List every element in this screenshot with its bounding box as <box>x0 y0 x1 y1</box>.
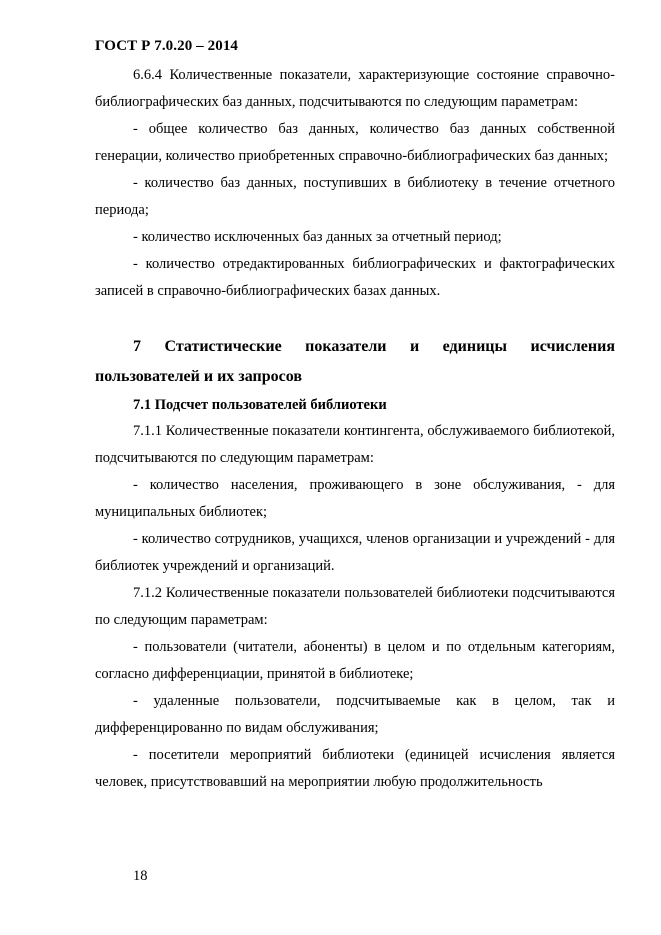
list-item-total-databases: - общее количество баз данных, количество баз данных собственной генерации, количество приобретенных справочно-библиографических баз данных; <box>95 121 615 164</box>
standard-header: ГОСТ Р 7.0.20 – 2014 <box>95 38 239 54</box>
paragraph-6-6-4: 6.6.4 Количественные показатели, характеризующие состояние справочно-библиографических баз данных, подсчитываются по следующим параметрам: <box>95 67 615 110</box>
list-item-event-visitors: - посетители мероприятий библиотеки (единицей исчисления является человек, присутствовавший на мероприятии любую продолжительность <box>95 747 615 790</box>
section-spacer <box>95 305 615 332</box>
list-item-users: - пользователи (читатели, абоненты) в целом и по отдельным категориям, согласно дифференциации, принятой в библиотеке; <box>95 639 615 682</box>
list-item-edited-records: - количество отредактированных библиографических и фактографических записей в справочно-библиографических базах данных. <box>95 256 615 299</box>
paragraph-7-1-2: 7.1.2 Количественные показатели пользователей библиотеки подсчитываются по следующим параметрам: <box>95 585 615 628</box>
list-item-received-databases: - количество баз данных, поступивших в библиотеку в течение отчетного периода; <box>95 175 615 218</box>
section-7-1-heading: 7.1 Подсчет пользователей библиотеки <box>133 397 387 413</box>
list-item-excluded-databases: - количество исключенных баз данных за отчетный период; <box>133 229 502 245</box>
section-7-heading: 7 Статистические показатели и единицы исчисления пользователей и их запросов <box>95 338 615 385</box>
list-item-population: - количество населения, проживающего в зоне обслуживания, - для муниципальных библиотек; <box>95 477 615 520</box>
list-item-remote-users: - удаленные пользователи, подсчитываемые как в целом, так и дифференцированно по видам обслуживания; <box>95 693 615 736</box>
list-item-employees: - количество сотрудников, учащихся, членов организации и учреждений - для библиотек учреждений и организаций. <box>95 531 615 574</box>
page-content <box>95 62 615 796</box>
paragraph-7-1-1: 7.1.1 Количественные показатели контингента, обслуживаемого библиотекой, подсчитываются по следующим параметрам: <box>95 423 615 466</box>
page-number: 18 <box>133 868 148 884</box>
